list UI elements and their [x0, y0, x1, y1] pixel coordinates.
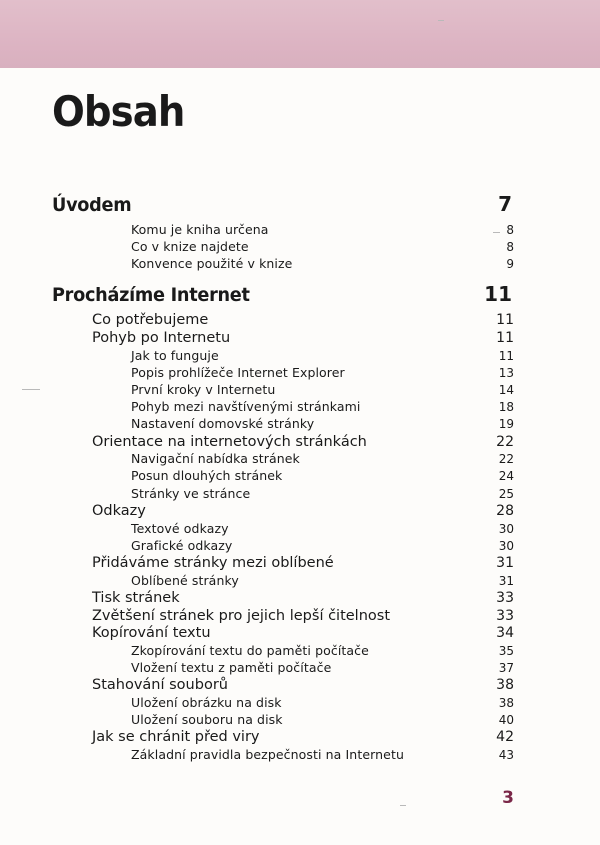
toc-page: 35	[498, 644, 514, 658]
toc-page: 25	[498, 487, 514, 501]
toc-entry	[0, 465, 600, 483]
toc-title: První kroky v Internetu	[131, 382, 276, 397]
toc-title: Úvodem	[52, 194, 132, 216]
toc-title: Odkazy	[92, 503, 146, 519]
toc-page: 11	[496, 330, 514, 346]
toc-page: 11	[484, 282, 512, 306]
toc-title: Oblíbené stránky	[131, 573, 239, 588]
toc-page: 42	[496, 729, 514, 745]
toc-entry	[0, 345, 600, 363]
scan-speck	[438, 20, 444, 21]
toc-entry	[0, 518, 600, 536]
toc-title: Zkopírování textu do paměti počítače	[131, 643, 369, 658]
scan-speck	[22, 389, 40, 390]
toc-page: 18	[498, 400, 514, 414]
toc-page: 22	[496, 434, 514, 450]
toc-section	[0, 586, 600, 606]
toc-page: 31	[498, 574, 514, 588]
toc-title: Komu je kniha určena	[131, 222, 269, 237]
toc-section	[0, 621, 600, 641]
toc-entry	[0, 744, 600, 762]
toc-title: Posun dlouhých stránek	[131, 468, 283, 483]
toc-section	[0, 673, 600, 693]
toc-page: 9	[506, 257, 514, 271]
page-title: Obsah	[52, 87, 185, 136]
toc-title: Vložení textu z paměti počítače	[131, 660, 332, 675]
toc-title: Stránky ve stránce	[131, 486, 251, 501]
toc-title: Navigační nabídka stránek	[131, 451, 300, 466]
toc-entry	[0, 396, 600, 414]
toc-page: 30	[498, 522, 514, 536]
toc-title: Základní pravidla bezpečnosti na Internetu	[131, 747, 404, 762]
toc-page: 13	[498, 366, 514, 380]
toc-chapter	[0, 192, 600, 216]
toc-page: 38	[498, 696, 514, 710]
toc-page: 24	[498, 469, 514, 483]
toc-page: 22	[498, 452, 514, 466]
scan-speck	[493, 232, 500, 233]
toc-page: 19	[498, 417, 514, 431]
toc-entry	[0, 448, 600, 466]
toc-title: Stahování souborů	[92, 677, 228, 693]
toc-chapter	[0, 282, 600, 306]
toc-entry	[0, 362, 600, 380]
toc-title: Grafické odkazy	[131, 538, 233, 553]
toc-title: Konvence použité v knize	[131, 256, 293, 271]
toc-title: Pohyb mezi navštívenými stránkami	[131, 399, 361, 414]
toc-section	[0, 551, 600, 571]
toc-entry	[0, 253, 600, 271]
toc-entry	[0, 640, 600, 658]
toc-title: Přidáváme stránky mezi oblíbené	[92, 555, 334, 571]
scan-speck	[400, 805, 406, 806]
toc-page: 8	[506, 240, 514, 254]
toc-title: Uložení obrázku na disk	[131, 695, 282, 710]
toc-title: Kopírování textu	[92, 625, 211, 641]
toc-page: 33	[496, 608, 514, 624]
toc-entry	[0, 692, 600, 710]
toc-page: 7	[498, 192, 512, 216]
toc-title: Orientace na internetových stránkách	[92, 434, 367, 450]
toc-page: 38	[496, 677, 514, 693]
toc-page: 43	[498, 748, 514, 762]
toc-page: 40	[498, 713, 514, 727]
toc-section	[0, 326, 600, 346]
toc-page: 14	[498, 383, 514, 397]
toc-title: Pohyb po Internetu	[92, 330, 231, 346]
toc-entry	[0, 219, 600, 237]
toc-entry	[0, 379, 600, 397]
header-band	[0, 0, 600, 68]
toc-title: Textové odkazy	[131, 521, 229, 536]
toc-title: Jak to funguje	[131, 348, 219, 363]
toc-title: Popis prohlížeče Internet Explorer	[131, 365, 345, 380]
toc-entry	[0, 413, 600, 431]
toc-page: 11	[498, 349, 514, 363]
toc-page: 31	[496, 555, 514, 571]
toc-page: 28	[496, 503, 514, 519]
toc-page: 30	[498, 539, 514, 553]
toc-section	[0, 430, 600, 450]
toc-title: Jak se chránit před viry	[92, 729, 260, 745]
toc-title: Zvětšení stránek pro jejich lepší čitelnost	[92, 608, 391, 624]
toc-page: 8	[506, 223, 514, 237]
toc-section	[0, 725, 600, 745]
toc-title: Uložení souboru na disk	[131, 712, 283, 727]
toc-title: Tisk stránek	[92, 590, 180, 606]
toc-page: 33	[496, 590, 514, 606]
toc-title: Procházíme Internet	[52, 284, 250, 306]
toc-page: 37	[498, 661, 514, 675]
toc-title: Nastavení domovské stránky	[131, 416, 315, 431]
toc-page: 34	[496, 625, 514, 641]
toc-entry	[0, 236, 600, 254]
page-number: 3	[502, 788, 514, 808]
toc-section	[0, 308, 600, 328]
toc-section	[0, 499, 600, 519]
toc-page: 11	[496, 312, 514, 328]
toc-title: Co potřebujeme	[92, 312, 209, 328]
toc-title: Co v knize najdete	[131, 239, 249, 254]
